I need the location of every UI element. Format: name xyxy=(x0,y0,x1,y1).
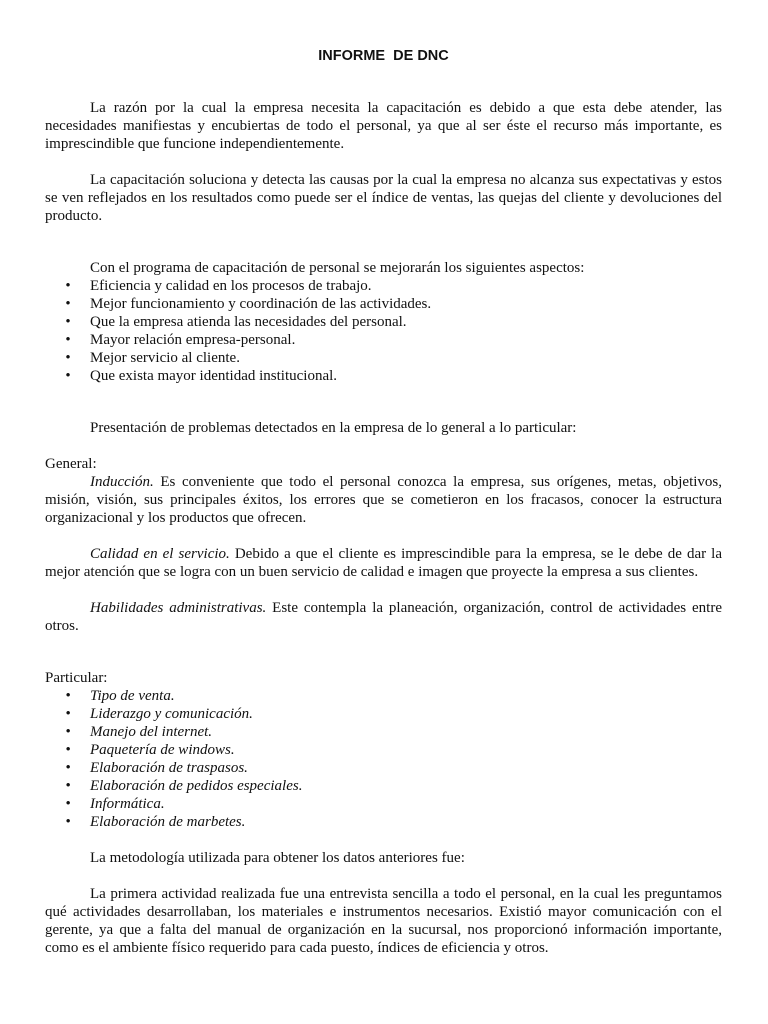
list-item xyxy=(45,705,722,723)
general-item-induccion xyxy=(45,473,722,527)
bullet-icon: • xyxy=(65,814,71,830)
list-item xyxy=(45,313,722,331)
bullet-icon: • xyxy=(65,724,71,740)
list-item xyxy=(45,723,722,741)
list-item xyxy=(45,741,722,759)
document-body xyxy=(45,47,722,957)
general-item-text: Es conveniente que todo el personal conozca la empresa, sus orígenes, metas, objetivos, misión, visión, sus principales éxitos, los errores que se cometieron en los fracasos, conocer la estructura organizacional y los productos que ofrecen. xyxy=(45,474,722,526)
list-item xyxy=(45,687,722,705)
general-item-text: Debido a que el cliente es imprescindible para la empresa, se le debe de dar la mejor atención que se logra con un buen servicio de calidad e imagen que proyecte la empresa a sus clientes. xyxy=(45,546,722,580)
list-item-text: Manejo del internet. xyxy=(90,724,213,740)
list-item xyxy=(45,349,722,367)
general-item-calidad xyxy=(45,545,722,581)
bullet-icon: • xyxy=(65,332,71,348)
general-item-text: Este contempla la planeación, organización, control de actividades entre otros. xyxy=(45,600,722,634)
list-item xyxy=(45,331,722,349)
program-intro-paragraph: Con el programa de capacitación de personal se mejorarán los siguientes aspectos: xyxy=(90,260,585,276)
list-item xyxy=(45,795,722,813)
general-item-heading: Calidad en el servicio. xyxy=(90,546,230,562)
general-item-heading: Habilidades administrativas. xyxy=(90,600,267,616)
list-item-text: Paquetería de windows. xyxy=(90,742,235,758)
bullet-icon: • xyxy=(65,278,71,294)
general-item-habilidades xyxy=(45,599,722,635)
bullet-icon: • xyxy=(65,314,71,330)
methodology-intro-paragraph: La metodología utilizada para obtener los datos anteriores fue: xyxy=(90,850,465,866)
list-item-text: Mejor servicio al cliente. xyxy=(90,350,240,366)
bullet-icon: • xyxy=(65,742,71,758)
list-item-text: Que la empresa atienda las necesidades del personal. xyxy=(90,314,407,330)
bullet-icon: • xyxy=(65,760,71,776)
bullet-icon: • xyxy=(65,688,71,704)
list-item xyxy=(45,759,722,777)
list-item xyxy=(45,813,722,831)
list-item-text: Elaboración de marbetes. xyxy=(90,814,246,830)
general-item-heading: Inducción. xyxy=(90,474,154,490)
capacitation-paragraph: La capacitación soluciona y detecta las causas por la cual la empresa no alcanza sus expectativas y estos se ven reflejados en los resultados como puede ser el índice de ventas, las quejas del cliente y devoluciones del producto. xyxy=(45,172,722,224)
bullet-icon: • xyxy=(65,296,71,312)
bullet-icon: • xyxy=(65,796,71,812)
list-item-text: Informática. xyxy=(90,796,165,812)
particular-heading: Particular: xyxy=(45,670,108,686)
list-item-text: Tipo de venta. xyxy=(90,688,175,704)
list-item xyxy=(45,295,722,313)
list-item-text: Liderazgo y comunicación. xyxy=(90,706,253,722)
bullet-icon: • xyxy=(65,706,71,722)
list-item-text: Eficiencia y calidad en los procesos de trabajo. xyxy=(90,278,372,294)
list-item-text: Elaboración de pedidos especiales. xyxy=(90,778,303,794)
particular-list xyxy=(45,687,722,831)
bullet-icon: • xyxy=(65,778,71,794)
list-item-text: Elaboración de traspasos. xyxy=(90,760,248,776)
list-item xyxy=(45,367,722,385)
general-heading: General: xyxy=(45,456,97,472)
intro-paragraph: La razón por la cual la empresa necesita la capacitación es debido a que esta debe atender, las necesidades manifiestas y encubiertas de todo el personal, ya que al ser éste el recurso más importante, es imprescindible que funcione independientemente. xyxy=(45,100,722,152)
bullet-icon: • xyxy=(65,368,71,384)
list-item xyxy=(45,277,722,295)
list-item-text: Mejor funcionamiento y coordinación de las actividades. xyxy=(90,296,432,312)
list-item-text: Que exista mayor identidad institucional. xyxy=(90,368,338,384)
problems-intro-paragraph: Presentación de problemas detectados en la empresa de lo general a lo particular: xyxy=(90,420,577,436)
bullet-icon: • xyxy=(65,350,71,366)
methodology-paragraph: La primera actividad realizada fue una entrevista sencilla a todo el personal, en la cual les preguntamos qué actividades desarrollaban, los materiales e instrumentos necesarios. Existió mayor comunicación con el gerente, ya que a falta del manual de organización en la sucursal, nos proporcionó información importante, como es el ambiente físico requerido para cada puesto, índices de eficiencia y otros. xyxy=(45,886,722,956)
aspects-list xyxy=(45,277,722,385)
document-title: INFORME DE DNC xyxy=(318,48,449,64)
list-item-text: Mayor relación empresa-personal. xyxy=(90,332,296,348)
list-item xyxy=(45,777,722,795)
